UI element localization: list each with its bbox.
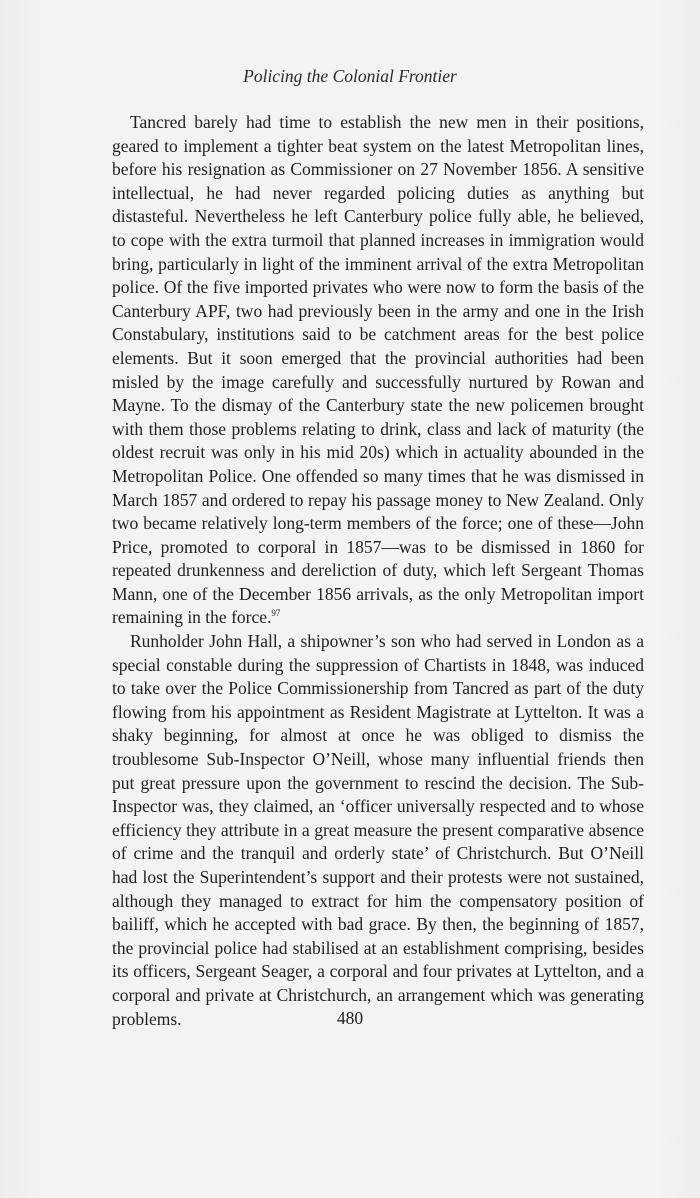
footnote-marker-97: 97 xyxy=(271,608,281,619)
page-number: 480 xyxy=(336,1008,364,1028)
paragraph-1 xyxy=(112,111,644,630)
paragraph-2-text: Runholder John Hall, a shipowner’s son who had served in London as a special constable during the suppression of Chartists in 1848, was induced to take over the Police Commissionership from Tancred as part of the duty flowing from his appointment as Resident Magistrate at Lyttelton. It was a shaky beginning, for almost at once he was obliged to dismiss the troublesome Sub-Inspector O’Neill, whose many influential friends then put great pressure upon the government to rescind the decision. The Sub-Inspector was, they claimed, an ‘officer universally respected and to whose efficiency they attribute in a great measure the present comparative absence of crime and the tranquil and orderly state’ of Christchurch. But O’Neill had lost the Superintendent’s support and their protests were not sustained, although they managed to extract for him the compensatory position of bailiff, which he accepted with bad grace. By then, the beginning of 1857, the provincial police had stabilised at an establishment comprising, besides its officers, Sergeant Seager, a corporal and four privates at Lyttelton, and a corporal and private at Christchurch, an arrangement which was generating problems. xyxy=(112,631,644,1029)
paragraph-1-text: Tancred barely had time to establish the new men in their positions, geared to implement a tighter beat system on the latest Metropolitan lines, before his resignation as Commissioner on 27 November 1856. A sensitive intellectual, he had never regarded policing duties as anything but distasteful. Nevertheless he left Canterbury police fully able, he believed, to cope with the extra turmoil that planned increases in immigration would bring, particularly in light of the imminent arrival of the extra Metropolitan police. Of the five imported privates who were now to form the basis of the Canterbury APF, two had previously been in the army and one in the Irish Constabulary, institutions said to be catchment areas for the best police elements. But it soon emerged that the provincial authorities had been misled by the image carefully and successfully nurtured by Rowan and Mayne. To the dismay of the Canterbury state the new policemen brought with them those problems relating to drink, class and lack of maturity (the oldest recruit was only in his mid 20s) which in actuality abounded in the Metropolitan Police. One offended so many times that he was dismissed in March 1857 and ordered to repay his passage money to New Zealand. Only two became relatively long-term members of the force; one of these—John Price, promoted to corporal in 1857—was to be dismissed in 1860 for repeated drunkenness and dereliction of duty, which left Sergeant Thomas Mann, one of the December 1856 arrivals, as the only Metropolitan import remaining in the force. xyxy=(112,112,644,628)
running-head: Policing the Colonial Frontier xyxy=(243,66,457,86)
paragraph-2 xyxy=(112,630,644,1031)
body-text xyxy=(112,111,644,1031)
